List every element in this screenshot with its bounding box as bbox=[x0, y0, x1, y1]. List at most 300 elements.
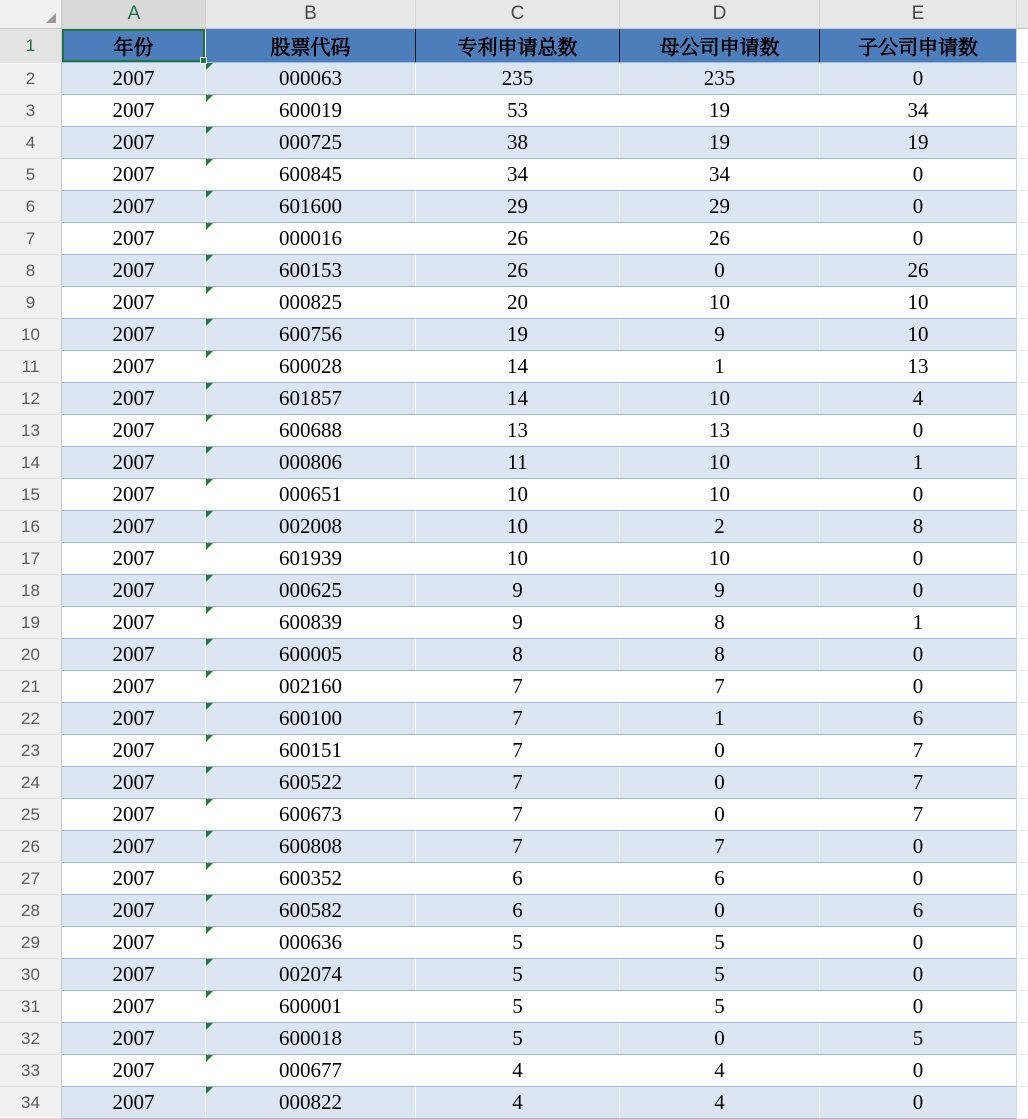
cell-c1[interactable] bbox=[415, 29, 619, 62]
table-row bbox=[0, 1055, 1028, 1087]
error-indicator-icon bbox=[206, 895, 213, 902]
cell-subsidiary-apps-value: 13 bbox=[907, 354, 929, 378]
row-header[interactable]: 31 bbox=[0, 991, 62, 1023]
cell-stock-code[interactable] bbox=[205, 575, 415, 606]
cell-parent-apps[interactable] bbox=[619, 223, 819, 254]
cell-year[interactable] bbox=[62, 191, 205, 222]
cell-total-patents[interactable] bbox=[415, 479, 619, 510]
cell-year[interactable] bbox=[62, 447, 205, 478]
cell-f1-empty[interactable] bbox=[1016, 29, 1028, 63]
cell-subsidiary-apps[interactable] bbox=[819, 671, 1016, 702]
cell-f-empty[interactable] bbox=[1016, 799, 1028, 831]
error-indicator-icon bbox=[206, 287, 213, 294]
cell-year[interactable] bbox=[62, 959, 205, 990]
cell-f-empty[interactable] bbox=[1016, 63, 1028, 95]
row-header[interactable]: 34 bbox=[0, 1087, 62, 1119]
cell-e1[interactable] bbox=[819, 29, 1016, 62]
error-indicator-icon bbox=[206, 799, 213, 806]
cell-total-patents[interactable] bbox=[415, 63, 619, 94]
row-header[interactable]: 12 bbox=[0, 383, 62, 415]
cell-parent-apps[interactable] bbox=[619, 351, 819, 382]
cell-total-patents[interactable] bbox=[415, 543, 619, 574]
row-header[interactable]: 29 bbox=[0, 927, 62, 959]
cell-parent-apps[interactable] bbox=[619, 63, 819, 94]
row-header[interactable]: 27 bbox=[0, 863, 62, 895]
cell-stock-code[interactable] bbox=[205, 735, 415, 766]
cell-parent-apps[interactable] bbox=[619, 511, 819, 542]
cell-subsidiary-apps[interactable] bbox=[819, 735, 1016, 766]
select-all-corner[interactable] bbox=[0, 0, 62, 28]
cell-stock-code-value: 000677 bbox=[279, 1058, 342, 1082]
cell-subsidiary-apps[interactable] bbox=[819, 127, 1016, 158]
table-row bbox=[0, 895, 1028, 927]
cell-year[interactable] bbox=[62, 319, 205, 350]
row-header[interactable]: 15 bbox=[0, 479, 62, 511]
cell-parent-apps[interactable] bbox=[619, 1055, 819, 1086]
cell-parent-apps-value: 19 bbox=[709, 130, 730, 154]
cell-total-patents[interactable] bbox=[415, 511, 619, 542]
cell-stock-code[interactable] bbox=[205, 1055, 415, 1086]
cell-stock-code-value: 600100 bbox=[279, 706, 342, 730]
cell-total-patents[interactable] bbox=[415, 895, 619, 926]
cell-parent-apps[interactable] bbox=[619, 415, 819, 446]
cell-total-patents[interactable] bbox=[415, 95, 619, 126]
cell-year-value: 2007 bbox=[112, 66, 155, 90]
cell-f-empty[interactable] bbox=[1016, 639, 1028, 671]
cell-f-empty[interactable] bbox=[1016, 927, 1028, 959]
row-header[interactable]: 2 bbox=[0, 63, 62, 95]
column-header-f-sliver[interactable] bbox=[1016, 0, 1028, 28]
cell-stock-code[interactable] bbox=[205, 63, 415, 94]
row-header[interactable]: 21 bbox=[0, 671, 62, 703]
cell-year-value: 2007 bbox=[112, 546, 155, 570]
cell-year[interactable] bbox=[62, 479, 205, 510]
cell-subsidiary-apps[interactable] bbox=[819, 703, 1016, 734]
cell-total-patents[interactable] bbox=[415, 127, 619, 158]
cell-subsidiary-apps[interactable] bbox=[819, 223, 1016, 254]
cell-parent-apps[interactable] bbox=[619, 127, 819, 158]
cell-stock-code[interactable] bbox=[205, 159, 415, 190]
row-header[interactable]: 25 bbox=[0, 799, 62, 831]
cell-year[interactable] bbox=[62, 1087, 205, 1118]
column-header-a[interactable]: A bbox=[62, 0, 205, 28]
cell-parent-apps[interactable] bbox=[619, 95, 819, 126]
cell-parent-apps[interactable] bbox=[619, 1023, 819, 1054]
cell-f-empty[interactable] bbox=[1016, 511, 1028, 543]
cell-total-patents[interactable] bbox=[415, 383, 619, 414]
cell-parent-apps[interactable] bbox=[619, 383, 819, 414]
row-header[interactable]: 11 bbox=[0, 351, 62, 383]
cell-subsidiary-apps[interactable] bbox=[819, 1087, 1016, 1118]
cell-stock-code[interactable] bbox=[205, 511, 415, 542]
cell-stock-code-value: 600019 bbox=[279, 98, 342, 122]
cell-stock-code[interactable] bbox=[205, 415, 415, 446]
cell-total-patents-value: 235 bbox=[501, 66, 534, 90]
row-header-1[interactable]: 1 bbox=[0, 29, 62, 63]
row-header[interactable]: 14 bbox=[0, 447, 62, 479]
cell-parent-apps[interactable] bbox=[619, 959, 819, 990]
cell-f-empty[interactable] bbox=[1016, 735, 1028, 767]
cell-parent-apps[interactable] bbox=[619, 543, 819, 574]
row-header[interactable]: 20 bbox=[0, 639, 62, 671]
cell-total-patents-value: 26 bbox=[507, 258, 528, 282]
cell-year[interactable] bbox=[62, 671, 205, 702]
cell-f-empty[interactable] bbox=[1016, 415, 1028, 447]
cell-stock-code[interactable] bbox=[205, 959, 415, 990]
row-header[interactable]: 3 bbox=[0, 95, 62, 127]
cell-stock-code[interactable] bbox=[205, 127, 415, 158]
cell-stock-code[interactable] bbox=[205, 927, 415, 958]
cell-total-patents[interactable] bbox=[415, 991, 619, 1022]
cell-stock-code[interactable] bbox=[205, 799, 415, 830]
column-header-c[interactable]: C bbox=[415, 0, 619, 28]
cell-stock-code[interactable] bbox=[205, 351, 415, 382]
cell-total-patents[interactable] bbox=[415, 159, 619, 190]
cell-stock-code[interactable] bbox=[205, 287, 415, 318]
cell-stock-code[interactable] bbox=[205, 383, 415, 414]
cell-parent-apps[interactable] bbox=[619, 735, 819, 766]
cell-parent-apps[interactable] bbox=[619, 159, 819, 190]
cell-year[interactable] bbox=[62, 95, 205, 126]
cell-f-empty[interactable] bbox=[1016, 895, 1028, 927]
table-row bbox=[0, 159, 1028, 191]
cell-subsidiary-apps[interactable] bbox=[819, 863, 1016, 894]
error-indicator-icon bbox=[206, 607, 213, 614]
row-header[interactable]: 8 bbox=[0, 255, 62, 287]
table-row bbox=[0, 543, 1028, 575]
cell-parent-apps[interactable] bbox=[619, 703, 819, 734]
cell-year[interactable] bbox=[62, 575, 205, 606]
cell-stock-code-value: 600018 bbox=[279, 1026, 342, 1050]
cell-f-empty[interactable] bbox=[1016, 959, 1028, 991]
cell-subsidiary-apps[interactable] bbox=[819, 927, 1016, 958]
cell-parent-apps[interactable] bbox=[619, 799, 819, 830]
cell-parent-apps[interactable] bbox=[619, 1087, 819, 1118]
cell-year-value: 2007 bbox=[112, 226, 155, 250]
cell-total-patents[interactable] bbox=[415, 319, 619, 350]
cell-stock-code[interactable] bbox=[205, 991, 415, 1022]
cell-subsidiary-apps[interactable] bbox=[819, 63, 1016, 94]
cell-year[interactable] bbox=[62, 799, 205, 830]
column-header-d[interactable]: D bbox=[619, 0, 819, 28]
cell-stock-code-value: 002160 bbox=[279, 674, 342, 698]
cell-total-patents-value: 26 bbox=[507, 226, 528, 250]
cell-stock-code[interactable] bbox=[205, 671, 415, 702]
row-header[interactable]: 5 bbox=[0, 159, 62, 191]
cell-total-patents[interactable] bbox=[415, 799, 619, 830]
cell-parent-apps[interactable] bbox=[619, 319, 819, 350]
cell-subsidiary-apps[interactable] bbox=[819, 351, 1016, 382]
cell-total-patents[interactable] bbox=[415, 671, 619, 702]
row-header[interactable]: 26 bbox=[0, 831, 62, 863]
cell-f-empty[interactable] bbox=[1016, 831, 1028, 863]
error-indicator-icon bbox=[206, 479, 213, 486]
cell-parent-apps[interactable] bbox=[619, 607, 819, 638]
cell-year-value: 2007 bbox=[112, 898, 155, 922]
cell-stock-code[interactable] bbox=[205, 543, 415, 574]
cell-subsidiary-apps[interactable] bbox=[819, 575, 1016, 606]
table-row bbox=[0, 1087, 1028, 1119]
cell-parent-apps-value: 7 bbox=[714, 834, 725, 858]
cell-total-patents[interactable] bbox=[415, 927, 619, 958]
cell-year[interactable] bbox=[62, 415, 205, 446]
cell-total-patents[interactable] bbox=[415, 1023, 619, 1054]
column-header-b[interactable]: B bbox=[205, 0, 415, 28]
cell-year-value: 2007 bbox=[112, 482, 155, 506]
cell-subsidiary-apps-value: 1 bbox=[912, 610, 924, 634]
cell-parent-apps[interactable] bbox=[619, 255, 819, 286]
cell-parent-apps[interactable] bbox=[619, 767, 819, 798]
cell-subsidiary-apps[interactable] bbox=[819, 255, 1016, 286]
cell-stock-code[interactable] bbox=[205, 639, 415, 670]
cell-total-patents-value: 5 bbox=[512, 1026, 523, 1050]
cell-total-patents[interactable] bbox=[415, 703, 619, 734]
cell-year[interactable] bbox=[62, 927, 205, 958]
cell-parent-apps[interactable] bbox=[619, 927, 819, 958]
cell-year[interactable] bbox=[62, 895, 205, 926]
row-header[interactable]: 28 bbox=[0, 895, 62, 927]
cell-subsidiary-apps-value: 0 bbox=[912, 66, 924, 90]
cell-f-empty[interactable] bbox=[1016, 159, 1028, 191]
cell-total-patents[interactable] bbox=[415, 831, 619, 862]
cell-subsidiary-apps[interactable] bbox=[819, 511, 1016, 542]
row-header[interactable]: 24 bbox=[0, 767, 62, 799]
cell-f-empty[interactable] bbox=[1016, 95, 1028, 127]
cell-year[interactable] bbox=[62, 767, 205, 798]
cell-stock-code[interactable] bbox=[205, 831, 415, 862]
cell-year[interactable] bbox=[62, 1023, 205, 1054]
cell-year-value: 2007 bbox=[112, 738, 155, 762]
cell-year[interactable] bbox=[62, 639, 205, 670]
cell-total-patents[interactable] bbox=[415, 639, 619, 670]
cell-total-patents[interactable] bbox=[415, 223, 619, 254]
cell-subsidiary-apps[interactable] bbox=[819, 543, 1016, 574]
table-row bbox=[0, 95, 1028, 127]
row-header[interactable]: 4 bbox=[0, 127, 62, 159]
cell-f-empty[interactable] bbox=[1016, 991, 1028, 1023]
cell-stock-code[interactable] bbox=[205, 223, 415, 254]
cell-f-empty[interactable] bbox=[1016, 671, 1028, 703]
cell-f-empty[interactable] bbox=[1016, 447, 1028, 479]
cell-total-patents[interactable] bbox=[415, 191, 619, 222]
cell-subsidiary-apps[interactable] bbox=[819, 319, 1016, 350]
cell-year[interactable] bbox=[62, 703, 205, 734]
error-indicator-icon bbox=[206, 767, 213, 774]
cell-parent-apps[interactable] bbox=[619, 575, 819, 606]
cell-parent-apps[interactable] bbox=[619, 895, 819, 926]
cell-total-patents[interactable] bbox=[415, 415, 619, 446]
cell-subsidiary-apps[interactable] bbox=[819, 415, 1016, 446]
cell-d1[interactable] bbox=[619, 29, 819, 62]
cell-subsidiary-apps[interactable] bbox=[819, 991, 1016, 1022]
cell-subsidiary-apps[interactable] bbox=[819, 287, 1016, 318]
cell-stock-code[interactable] bbox=[205, 95, 415, 126]
cell-total-patents[interactable] bbox=[415, 607, 619, 638]
row-header[interactable]: 10 bbox=[0, 319, 62, 351]
cell-total-patents[interactable] bbox=[415, 575, 619, 606]
cell-f-empty[interactable] bbox=[1016, 319, 1028, 351]
cell-stock-code[interactable] bbox=[205, 1023, 415, 1054]
cell-f-empty[interactable] bbox=[1016, 1023, 1028, 1055]
cell-year[interactable] bbox=[62, 287, 205, 318]
error-indicator-icon bbox=[206, 671, 213, 678]
cell-subsidiary-apps[interactable] bbox=[819, 895, 1016, 926]
cell-total-patents[interactable] bbox=[415, 287, 619, 318]
cell-f-empty[interactable] bbox=[1016, 223, 1028, 255]
cell-year[interactable] bbox=[62, 831, 205, 862]
cell-parent-apps[interactable] bbox=[619, 287, 819, 318]
cell-year[interactable] bbox=[62, 735, 205, 766]
cell-year[interactable] bbox=[62, 351, 205, 382]
cell-subsidiary-apps-value: 0 bbox=[912, 930, 924, 954]
cell-f-empty[interactable] bbox=[1016, 1087, 1028, 1119]
cell-total-patents[interactable] bbox=[415, 959, 619, 990]
cell-f-empty[interactable] bbox=[1016, 543, 1028, 575]
cell-year[interactable] bbox=[62, 63, 205, 94]
cell-year[interactable] bbox=[62, 127, 205, 158]
cell-stock-code-value: 002008 bbox=[279, 514, 342, 538]
table-row bbox=[0, 831, 1028, 863]
cell-subsidiary-apps[interactable] bbox=[819, 1023, 1016, 1054]
cell-f-empty[interactable] bbox=[1016, 191, 1028, 223]
row-header[interactable]: 6 bbox=[0, 191, 62, 223]
cell-subsidiary-apps[interactable] bbox=[819, 767, 1016, 798]
cell-subsidiary-apps[interactable] bbox=[819, 447, 1016, 478]
cell-parent-apps[interactable] bbox=[619, 639, 819, 670]
cell-f-empty[interactable] bbox=[1016, 575, 1028, 607]
cell-year-value: 2007 bbox=[112, 98, 155, 122]
cell-total-patents[interactable] bbox=[415, 447, 619, 478]
cell-subsidiary-apps[interactable] bbox=[819, 191, 1016, 222]
error-indicator-icon bbox=[206, 351, 213, 358]
cell-stock-code[interactable] bbox=[205, 607, 415, 638]
cell-a1-selected[interactable] bbox=[62, 29, 205, 62]
cell-subsidiary-apps[interactable] bbox=[819, 639, 1016, 670]
cell-subsidiary-apps-value: 19 bbox=[907, 130, 929, 154]
row-header[interactable]: 9 bbox=[0, 287, 62, 319]
cell-total-patents[interactable] bbox=[415, 1055, 619, 1086]
cell-stock-code[interactable] bbox=[205, 703, 415, 734]
cell-year[interactable] bbox=[62, 383, 205, 414]
cell-stock-code-value: 600808 bbox=[279, 834, 342, 858]
cell-year[interactable] bbox=[62, 1055, 205, 1086]
row-header[interactable]: 7 bbox=[0, 223, 62, 255]
row-header[interactable]: 13 bbox=[0, 415, 62, 447]
cell-subsidiary-apps-value: 7 bbox=[912, 770, 924, 794]
cell-year[interactable] bbox=[62, 511, 205, 542]
column-header-e[interactable]: E bbox=[819, 0, 1016, 28]
cell-year-value: 2007 bbox=[112, 290, 155, 314]
cell-f-empty[interactable] bbox=[1016, 863, 1028, 895]
cell-year[interactable] bbox=[62, 223, 205, 254]
cell-year[interactable] bbox=[62, 543, 205, 574]
cell-total-patents[interactable] bbox=[415, 767, 619, 798]
cell-year[interactable] bbox=[62, 863, 205, 894]
cell-subsidiary-apps[interactable] bbox=[819, 383, 1016, 414]
cell-stock-code[interactable] bbox=[205, 255, 415, 286]
table-row bbox=[0, 863, 1028, 895]
selection-fill-handle[interactable] bbox=[200, 57, 207, 64]
cell-subsidiary-apps[interactable] bbox=[819, 1055, 1016, 1086]
cell-total-patents[interactable] bbox=[415, 735, 619, 766]
cell-parent-apps[interactable] bbox=[619, 831, 819, 862]
row-header[interactable]: 32 bbox=[0, 1023, 62, 1055]
cell-stock-code[interactable] bbox=[205, 447, 415, 478]
cell-total-patents[interactable] bbox=[415, 351, 619, 382]
cell-f-empty[interactable] bbox=[1016, 351, 1028, 383]
cell-year[interactable] bbox=[62, 991, 205, 1022]
cell-subsidiary-apps[interactable] bbox=[819, 799, 1016, 830]
cell-subsidiary-apps-value: 1 bbox=[912, 450, 924, 474]
cell-total-patents-value: 9 bbox=[512, 578, 523, 602]
cell-year[interactable] bbox=[62, 159, 205, 190]
cell-parent-apps[interactable] bbox=[619, 191, 819, 222]
cell-f-empty[interactable] bbox=[1016, 767, 1028, 799]
cell-stock-code[interactable] bbox=[205, 767, 415, 798]
cell-f-empty[interactable] bbox=[1016, 127, 1028, 159]
cell-stock-code[interactable] bbox=[205, 319, 415, 350]
row-header[interactable]: 19 bbox=[0, 607, 62, 639]
cell-subsidiary-apps[interactable] bbox=[819, 959, 1016, 990]
cell-f-empty[interactable] bbox=[1016, 703, 1028, 735]
cell-f-empty[interactable] bbox=[1016, 479, 1028, 511]
error-indicator-icon bbox=[206, 991, 213, 998]
cell-subsidiary-apps-value: 0 bbox=[912, 962, 924, 986]
cell-total-patents[interactable] bbox=[415, 863, 619, 894]
cell-parent-apps[interactable] bbox=[619, 479, 819, 510]
row-header[interactable]: 23 bbox=[0, 735, 62, 767]
header-total-patents-label: 专利申请总数 bbox=[457, 37, 578, 59]
cell-b1[interactable] bbox=[205, 29, 415, 62]
cell-f-empty[interactable] bbox=[1016, 255, 1028, 287]
cell-stock-code-value: 600673 bbox=[279, 802, 342, 826]
cell-parent-apps-value: 0 bbox=[714, 802, 725, 826]
cell-subsidiary-apps[interactable] bbox=[819, 607, 1016, 638]
cell-stock-code[interactable] bbox=[205, 1087, 415, 1118]
cell-parent-apps[interactable] bbox=[619, 991, 819, 1022]
cell-stock-code-value: 600001 bbox=[279, 994, 342, 1018]
cell-stock-code-value: 000651 bbox=[279, 482, 342, 506]
cell-parent-apps[interactable] bbox=[619, 447, 819, 478]
cell-subsidiary-apps[interactable] bbox=[819, 95, 1016, 126]
cell-total-patents[interactable] bbox=[415, 1087, 619, 1118]
cell-parent-apps[interactable] bbox=[619, 863, 819, 894]
cell-parent-apps[interactable] bbox=[619, 671, 819, 702]
row-header[interactable]: 33 bbox=[0, 1055, 62, 1087]
row-header[interactable]: 30 bbox=[0, 959, 62, 991]
cell-year[interactable] bbox=[62, 607, 205, 638]
row-header[interactable]: 18 bbox=[0, 575, 62, 607]
row-header[interactable]: 17 bbox=[0, 543, 62, 575]
cell-f-empty[interactable] bbox=[1016, 287, 1028, 319]
cell-total-patents[interactable] bbox=[415, 255, 619, 286]
cell-f-empty[interactable] bbox=[1016, 607, 1028, 639]
cell-year[interactable] bbox=[62, 255, 205, 286]
cell-subsidiary-apps[interactable] bbox=[819, 831, 1016, 862]
cell-f-empty[interactable] bbox=[1016, 383, 1028, 415]
error-indicator-icon bbox=[206, 415, 213, 422]
cell-parent-apps-value: 10 bbox=[709, 290, 730, 314]
cell-subsidiary-apps[interactable] bbox=[819, 159, 1016, 190]
row-header[interactable]: 16 bbox=[0, 511, 62, 543]
cell-stock-code[interactable] bbox=[205, 895, 415, 926]
row-header[interactable]: 22 bbox=[0, 703, 62, 735]
cell-f-empty[interactable] bbox=[1016, 1055, 1028, 1087]
cell-stock-code[interactable] bbox=[205, 479, 415, 510]
cell-stock-code[interactable] bbox=[205, 863, 415, 894]
cell-subsidiary-apps[interactable] bbox=[819, 479, 1016, 510]
cell-stock-code[interactable] bbox=[205, 191, 415, 222]
